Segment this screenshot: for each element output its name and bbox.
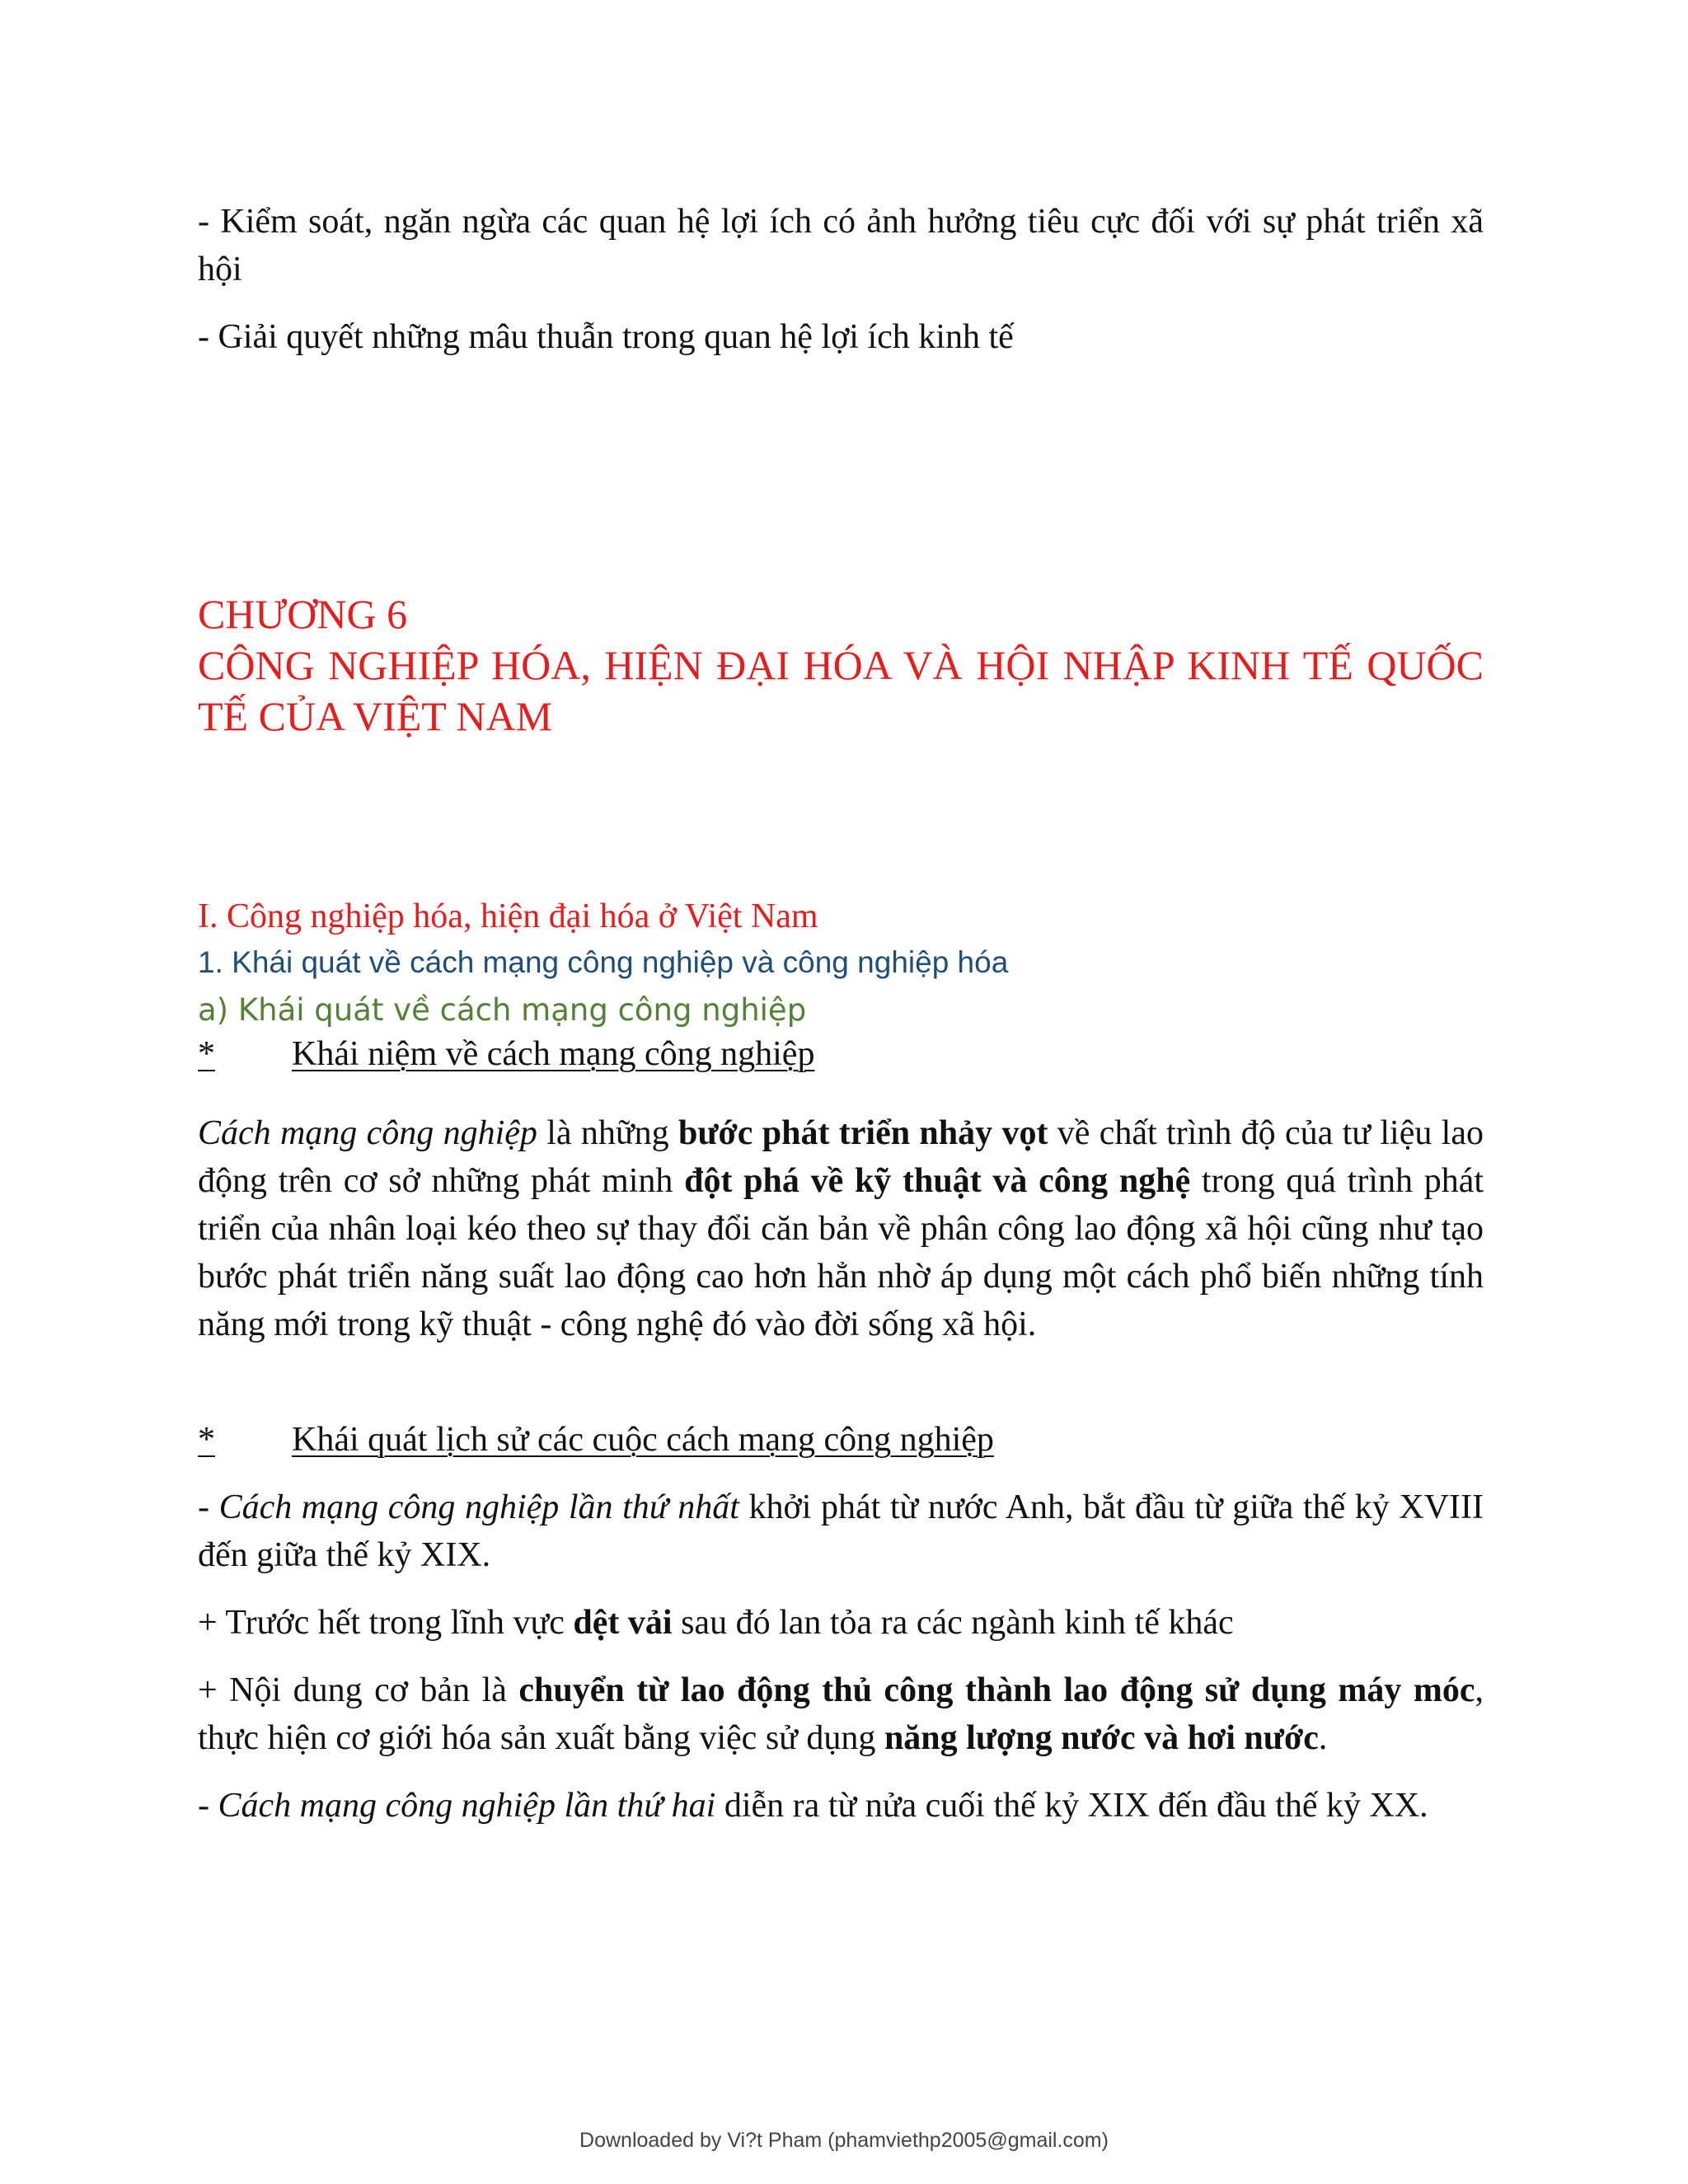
definition-paragraph: Cách mạng công nghiệp là những bước phát triển nhảy vọt về chất trình độ của tư liệu lao động trên cơ sở những phát minh đột phá về kỹ thuật và công nghệ trong quá trình phát triển của nhân loại kéo theo sự thay đổi căn bản về phân công lao động xã hội cũng như tạo bước phát triển năng suất lao động cao hơn hẳn nhờ áp dụng một cách phổ biến những tính năng mới trong kỹ thuật - công nghệ đó vào đời sống xã hội. <box>198 1114 1484 1343</box>
chapter-title: CÔNG NGHIỆP HÓA, HIỆN ĐẠI HÓA VÀ HỘI NHẬP KINH TẾ QUỐC TẾ CỦA VIỆT NAM <box>198 642 1484 739</box>
section-headings <box>198 893 1484 1078</box>
bullet-star: * <box>198 1035 215 1073</box>
term-second-revolution: Cách mạng công nghiệp lần thứ hai <box>218 1787 716 1825</box>
history-heading-text: Khái quát lịch sử các cuộc cách mạng công nghiệp <box>292 1421 994 1459</box>
emphasis-textile: dệt vải <box>573 1604 673 1642</box>
emphasis-water-steam: năng lượng nước và hơi nước <box>884 1719 1319 1757</box>
emphasis-machine-labor: chuyển từ lao động thủ công thành lao động sử dụng máy móc <box>518 1671 1475 1709</box>
subsubsection-title: a) Khái quát về cách mạng công nghiệp <box>198 992 807 1028</box>
textile-paragraph: + Trước hết trong lĩnh vực dệt vải sau đó lan tỏa ra các ngành kinh tế khác <box>198 1604 1234 1642</box>
download-footer: Downloaded by Vi?t Pham (phamviethp2005@gmail.com) <box>579 2129 1109 2152</box>
second-revolution-paragraph: - Cách mạng công nghiệp lần thứ hai diễn ra từ nửa cuối thế kỷ XIX đến đầu thế kỷ XX. <box>198 1787 1428 1825</box>
section-title: I. Công nghiệp hóa, hiện đại hóa ở Việt Nam <box>198 898 818 935</box>
paragraph-resolve-contradictions: - Giải quyết những mâu thuẫn trong quan hệ lợi ích kinh tế <box>198 318 1014 356</box>
history-heading <box>198 1416 1484 1464</box>
paragraph-control-conflicts: - Kiểm soát, ngăn ngừa các quan hệ lợi ích có ảnh hưởng tiêu cực đối với sự phát triển xã hội <box>198 203 1484 288</box>
definition-heading-text: Khái niệm về cách mạng công nghiệp <box>292 1035 815 1073</box>
subsection-title: 1. Khái quát về cách mạng công nghiệp và công nghiệp hóa <box>198 945 1009 979</box>
emphasis-breakthrough: đột phá về kỹ thuật và công nghệ <box>684 1162 1191 1200</box>
emphasis-leap: bước phát triển nhảy vọt <box>678 1114 1048 1152</box>
mechanization-paragraph: + Nội dung cơ bản là chuyển từ lao động thủ công thành lao động sử dụng máy móc, thực hiện cơ giới hóa sản xuất bằng việc sử dụng năng lượng nước và hơi nước. <box>198 1671 1484 1757</box>
first-revolution-paragraph: - Cách mạng công nghiệp lần thứ nhất khởi phát từ nước Anh, bắt đầu từ giữa thế kỷ XVIII đến giữa thế kỷ XIX. <box>198 1488 1484 1574</box>
history-section <box>198 1416 1484 1830</box>
bullet-star: * <box>198 1421 215 1459</box>
chapter-heading <box>198 588 1484 742</box>
top-paragraphs <box>198 198 1484 361</box>
chapter-number: CHƯƠNG 6 <box>198 591 408 637</box>
definition-heading <box>198 1030 1484 1078</box>
term-first-revolution: Cách mạng công nghiệp lần thứ nhất <box>218 1488 739 1526</box>
term-industrial-revolution: Cách mạng công nghiệp <box>198 1114 537 1152</box>
